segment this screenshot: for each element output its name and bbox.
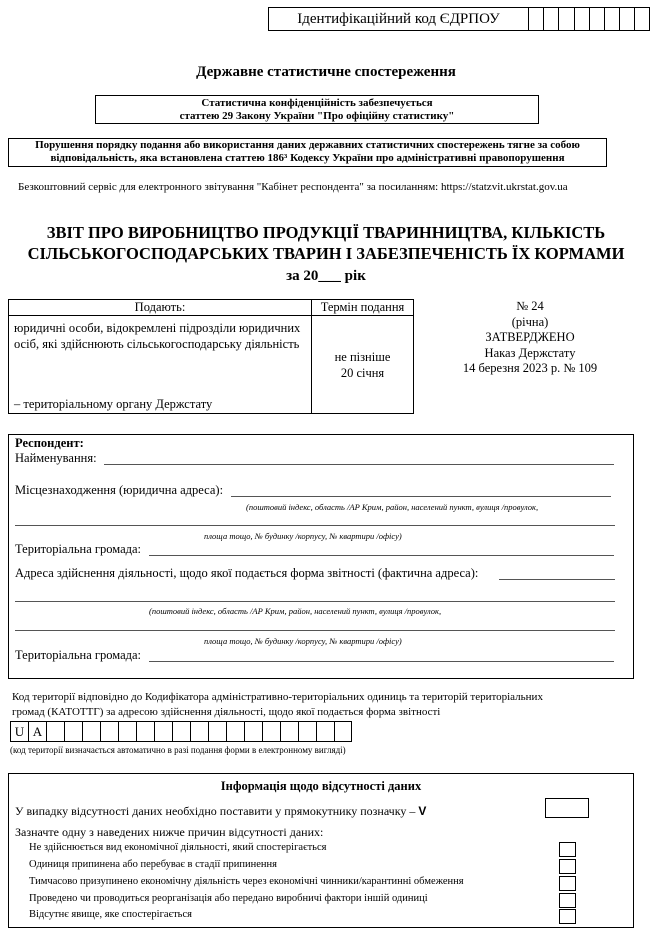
katottg-line-2: громад (КАТОТТГ) за адресою здійснення діяльності, щодо якої подається форма звітності [12, 706, 441, 718]
katottg-cell[interactable] [118, 721, 136, 742]
katottg-cell[interactable] [226, 721, 244, 742]
report-title-line-2: СІЛЬСЬКОГОСПОДАРСЬКИХ ТВАРИН І ЗАБЕЗПЕЧЕНІСТЬ ЇХ КОРМАМИ [27, 244, 625, 263]
approved-label: ЗАТВЕРДЖЕНО [485, 330, 575, 344]
submission-table [8, 299, 414, 414]
submitters-text: юридичні особи, відокремлені підрозділи юридичних осіб, які здійснюють сільськогосподарську діяльність [14, 321, 301, 351]
katottg-cell[interactable] [298, 721, 316, 742]
service-link-text: Безкоштовний сервіс для електронного звітування "Кабінет респондента" за посиланням: https://statzvit.ukrstat.gov.ua [18, 181, 568, 193]
katottg-cell[interactable] [82, 721, 100, 742]
edrpou-cell[interactable] [574, 7, 589, 31]
violation-line-2: відповідальність, яка встановлена статтею 186³ Кодексу України про адміністративні правопорушення [50, 152, 565, 164]
edrpou-label: Ідентифікаційний код ЄДРПОУ [268, 7, 528, 31]
katottg-cell[interactable] [262, 721, 280, 742]
katottg-cell[interactable] [172, 721, 190, 742]
actual-address-input-line-2[interactable] [15, 601, 615, 602]
actual-address-hint-1: (поштовий індекс, область /АР Крим, район, населений пункт, вулиця /провулок, [149, 606, 442, 616]
edrpou-code-field [268, 7, 650, 31]
edrpou-cell[interactable] [528, 7, 543, 31]
reason-label: Одиниця припинена або перебуває в стадії припинення [29, 859, 277, 870]
legal-address-input[interactable] [231, 496, 611, 497]
reason-label: Не здійснюється вид економічної діяльності, який спостерігається [29, 842, 327, 853]
community-input-2[interactable] [149, 661, 614, 662]
no-data-instruction [15, 804, 426, 819]
katottg-note: (код території визначається автоматично в разі подання форми в електронному вигляді) [10, 745, 346, 755]
form-number: № 24 [516, 299, 544, 313]
confidentiality-notice [95, 95, 539, 124]
katottg-cell[interactable]: A [28, 721, 46, 742]
actual-address-input[interactable] [499, 579, 615, 580]
recipient-text: – територіальному органу Держстату [14, 397, 213, 411]
reasons-heading: Зазначте одну з наведених нижче причин відсутності даних: [15, 825, 324, 839]
katottg-cell[interactable] [190, 721, 208, 742]
respondent-section [8, 434, 634, 679]
report-title-line-1: ЗВІТ ПРО ВИРОБНИЦТВО ПРОДУКЦІЇ ТВАРИННИЦТВА, КІЛЬКІСТЬ [46, 223, 606, 242]
no-data-title: Інформація щодо відсутності даних [220, 779, 422, 793]
katottg-cell[interactable] [316, 721, 334, 742]
katottg-code-field [10, 721, 352, 742]
reason-label: Проведено чи проводиться реорганізація або передано виробничі фактори іншій одиниці [29, 893, 428, 904]
edrpou-cell[interactable] [634, 7, 649, 31]
edrpou-cell[interactable] [589, 7, 604, 31]
community-input[interactable] [149, 555, 614, 556]
edrpou-cell[interactable] [558, 7, 573, 31]
katottg-cell[interactable] [100, 721, 118, 742]
form-periodicity: (річна) [511, 314, 549, 329]
col-submitters-header: Подають: [134, 300, 186, 314]
community-label-2: Територіальна громада: [15, 648, 142, 662]
col-deadline-header: Термін подання [320, 300, 405, 314]
deadline-line-2: 20 січня [340, 365, 385, 380]
community-label: Територіальна громада: [15, 542, 142, 556]
check-mark-glyph: V [418, 804, 427, 818]
observation-title: Державне статистичне спостереження [196, 64, 456, 80]
approval-block [430, 299, 630, 377]
katottg-cell[interactable] [46, 721, 64, 742]
katottg-cell[interactable] [244, 721, 262, 742]
report-year: за 20___ рік [286, 268, 366, 284]
reason-checkbox[interactable] [559, 859, 576, 874]
deadline-line-1: не пізніше [334, 350, 391, 364]
no-data-checkbox[interactable] [545, 798, 589, 818]
reason-label: Відсутнє явище, яке спостерігається [29, 909, 192, 920]
no-data-instruction-text: У випадку відсутності даних необхідно поставити у прямокутнику позначку – [15, 804, 416, 818]
legal-address-hint-1: (поштовий індекс, область /АР Крим, район, населений пункт, вулиця /провулок, [246, 502, 539, 512]
reason-checkbox[interactable] [559, 909, 576, 924]
violation-line-1: Порушення порядку подання або використання даних державних статистичних спостережень тягне за собою [35, 139, 580, 151]
katottg-cell[interactable] [280, 721, 298, 742]
legal-address-hint-2: площа тощо, № будинку /корпусу, № квартири /офісу) [204, 531, 402, 541]
katottg-description [12, 690, 592, 720]
katottg-cell[interactable] [154, 721, 172, 742]
katottg-line-1: Код території відповідно до Кодифікатора адміністративно-територіальних одиниць та територій територіальних [12, 691, 543, 703]
katottg-cell[interactable] [136, 721, 154, 742]
respondent-heading: Респондент: [15, 436, 84, 450]
submission-table-header [9, 300, 413, 316]
katottg-cell[interactable] [334, 721, 352, 742]
actual-address-label: Адреса здійснення діяльності, щодо якої подається форма звітності (фактична адреса): [15, 566, 479, 580]
name-label: Найменування: [15, 451, 97, 465]
legal-address-label: Місцезнаходження (юридична адреса): [15, 483, 224, 497]
reason-checkbox[interactable] [559, 876, 576, 891]
katottg-cell[interactable] [208, 721, 226, 742]
actual-address-hint-2: площа тощо, № будинку /корпусу, № квартири /офісу) [204, 636, 402, 646]
deadline-text [312, 350, 413, 381]
confidentiality-line-2: статтею 29 Закону України "Про офіційну статистику" [179, 109, 455, 122]
katottg-cell[interactable]: U [10, 721, 28, 742]
confidentiality-line-1: Статистична конфіденційність забезпечується [201, 97, 433, 109]
name-input[interactable] [104, 464, 614, 465]
edrpou-cell[interactable] [604, 7, 619, 31]
legal-address-input-line-2[interactable] [15, 525, 615, 526]
edrpou-cell[interactable] [543, 7, 558, 31]
katottg-cell[interactable] [64, 721, 82, 742]
approval-order: Наказ Держстату [484, 345, 576, 360]
reason-checkbox[interactable] [559, 842, 576, 857]
report-title [0, 222, 652, 264]
reason-label: Тимчасово призупинено економічну діяльність через економічні чинники/карантинні обмеження [29, 876, 464, 887]
approval-date: 14 березня 2023 р. № 109 [462, 361, 598, 375]
violation-notice [8, 138, 607, 167]
edrpou-cell[interactable] [619, 7, 634, 31]
reason-checkbox[interactable] [559, 893, 576, 908]
edrpou-cells [528, 7, 650, 31]
actual-address-input-line-3[interactable] [15, 630, 615, 631]
no-data-section [8, 773, 634, 928]
